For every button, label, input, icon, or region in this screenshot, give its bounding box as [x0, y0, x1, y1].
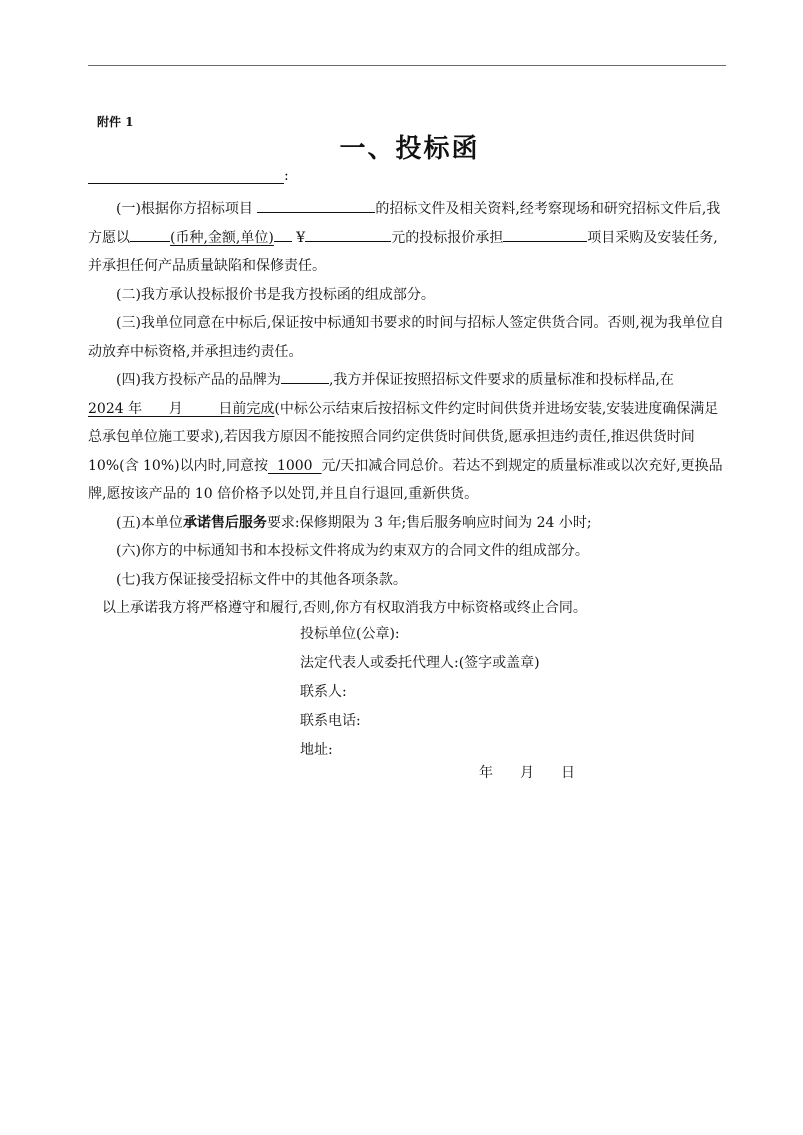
p4-text-a: (四)我方投标产品的品牌为	[116, 372, 281, 388]
currency-hint: (币种,金额,单位)	[170, 229, 274, 246]
currency-blank[interactable]	[130, 224, 170, 242]
brand-blank[interactable]	[281, 366, 329, 384]
date-month: 月	[520, 765, 534, 781]
contact-label: 联系人:	[300, 684, 347, 700]
project-name-blank[interactable]	[257, 195, 375, 213]
paragraph-3: (三)我单位同意在中标后,保证按中标通知书要求的时间与招标人签定供货合同。否则,视为我单位自动放弃中标资格,并承担违约责任。	[88, 315, 724, 360]
p4-text-b: ,我方并保证按照招标文件要求的质量标准和投标样品,在	[328, 372, 674, 388]
paragraph-4	[88, 366, 728, 509]
p5-text-b: 要求:保修期限为 3 年;售后服务响应时间为 24 小时;	[266, 514, 592, 531]
p1-text-f: 项目采购及安装任务,并承担任何产品质量缺陷和保修责任。	[88, 229, 718, 274]
p1-text-b: 的招标文件及相关资料,经考察现场和研究招标文件后,我方愿以	[88, 201, 721, 246]
p4-text-c: (中标公示结束后按招标文件约定时间供货并进场安装,安装进度确保满足总承包单位施工要求),若因我方原因不能按照合同约定供货时间供货,愿承担违约责任,推迟供货时间 10%(含 10%)以内时,同意按	[88, 400, 719, 474]
date-line	[479, 762, 575, 782]
p5-text-a: (五)本单位	[116, 514, 183, 531]
after-sales-emphasis: 承诺售后服务	[182, 514, 267, 531]
signature-block	[300, 620, 540, 765]
p4-text-d: 元/天扣减合同总价。若达不到规定的质量标准或以次充好,更换品牌,愿按该产品的 10 倍价格予以处罚,并且自行退回,重新供货。	[88, 457, 723, 502]
yuan-symbol: ¥	[296, 229, 306, 246]
addressee-line	[88, 168, 289, 184]
addressee-blank[interactable]	[88, 169, 284, 184]
date-year: 年	[479, 765, 493, 781]
letter-body	[88, 195, 728, 623]
paragraph-1	[88, 195, 728, 281]
price-blank[interactable]	[305, 224, 391, 242]
paragraph-2: (二)我方承认投标报价书是我方投标函的组成部分。	[116, 286, 435, 303]
addressee-colon: :	[284, 168, 289, 184]
paragraph-6: (六)你方的中标通知书和本投标文件将成为约束双方的合同文件的组成部分。	[116, 543, 589, 559]
currency-blank-2[interactable]	[274, 224, 292, 242]
header-rule	[88, 65, 726, 66]
project-scope-blank[interactable]	[503, 224, 587, 242]
p1-text-e: 元的投标报价承担	[391, 229, 504, 246]
completion-date: 2024 年 月 日前完成	[88, 400, 275, 417]
penalty-amount: 1000	[268, 457, 322, 474]
attachment-label: 附件 1	[97, 115, 134, 129]
p1-text-a: (一)根据你方招标项目	[116, 201, 253, 217]
address-label: 地址:	[300, 742, 333, 758]
paragraph-5	[88, 509, 728, 538]
paragraph-8: 以上承诺我方将严格遵守和履行,否则,你方有权取消我方中标资格或终止合同。	[102, 600, 587, 616]
paragraph-7: (七)我方保证接受招标文件中的其他各项条款。	[116, 571, 407, 588]
bidder-unit-label: 投标单位(公章):	[300, 626, 400, 642]
phone-label: 联系电话:	[300, 713, 361, 729]
page-title: 一、投标函	[339, 134, 480, 164]
legal-rep-label: 法定代表人或委托代理人:(签字或盖章)	[300, 655, 540, 671]
date-day: 日	[561, 765, 575, 781]
